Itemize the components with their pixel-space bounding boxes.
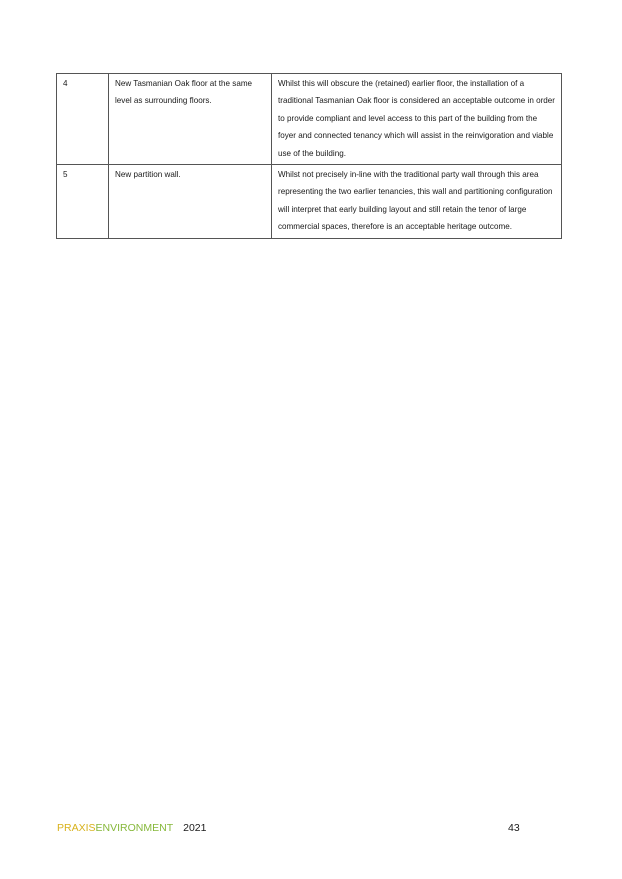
table-row <box>57 74 562 165</box>
proposed-change-cell: New Tasmanian Oak floor at the same level as surrounding floors. <box>109 74 272 165</box>
heritage-comment-cell: Whilst not precisely in-line with the traditional party wall through this area representing the two earlier tenancies, this wall and partitioning configuration will interpret that early building layout and still retain the tenor of large commercial spaces, therefore is an acceptable heritage outcome. <box>272 165 562 239</box>
brand-name-praxis: PRAXIS <box>57 822 96 834</box>
row-number-cell: 5 <box>57 165 109 239</box>
heritage-impact-table <box>56 73 562 239</box>
brand-name-environment: ENVIRONMENT <box>95 822 174 834</box>
page-number: 43 <box>508 822 520 834</box>
heritage-comment-cell: Whilst this will obscure the (retained) earlier floor, the installation of a traditional Tasmanian Oak floor is considered an acceptable outcome in order to provide compliant and level access to this part of the building from the foyer and connected tenancy which will assist in the reinvigoration and viable use of the building. <box>272 74 562 165</box>
proposed-change-cell: New partition wall. <box>109 165 272 239</box>
table-row <box>57 165 562 239</box>
footer-year: 2021 <box>183 822 207 834</box>
row-number-cell: 4 <box>57 74 109 165</box>
page-footer <box>57 822 206 834</box>
